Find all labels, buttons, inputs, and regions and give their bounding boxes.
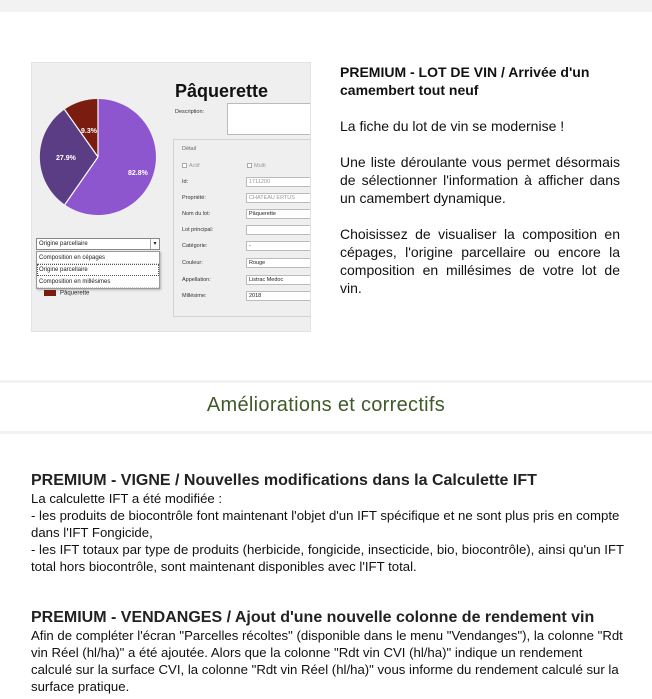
pie-label-second: 27.9% bbox=[56, 155, 76, 162]
improvement-item bbox=[31, 609, 626, 695]
section-heading: Améliorations et correctifs bbox=[206, 394, 446, 416]
field-value[interactable]: Rouge bbox=[246, 258, 311, 268]
field-value[interactable] bbox=[246, 225, 311, 235]
field-label: Couleur: bbox=[182, 260, 203, 266]
field-value[interactable]: 2018 bbox=[246, 291, 311, 301]
description-field[interactable] bbox=[227, 103, 311, 135]
field-label: Catégorie: bbox=[182, 243, 208, 249]
field-label: Id: bbox=[182, 179, 189, 185]
item-title: PREMIUM - VENDANGES / Ajout d'une nouvelle colonne de rendement vin bbox=[31, 609, 595, 626]
field-value[interactable]: CHATEAU ERTUS bbox=[246, 193, 311, 203]
dropdown-option[interactable]: Composition en millésimes bbox=[37, 276, 159, 288]
pie-legend bbox=[44, 290, 89, 297]
feature-card bbox=[0, 12, 652, 380]
field-label: Lot principal: bbox=[182, 227, 214, 233]
field-value[interactable]: - bbox=[246, 241, 311, 251]
lot-name-heading: Pâquerette bbox=[175, 81, 269, 101]
chevron-down-icon[interactable]: ▾ bbox=[150, 239, 159, 249]
dropdown-selected-value: Origine parcellaire bbox=[39, 241, 88, 247]
feature-screenshot bbox=[31, 62, 311, 332]
feature-paragraph: Choisissez de visualiser la composition en cépages, l'origine parcellaire ou encore la composition en millésimes de votre lot de vin. bbox=[340, 226, 620, 296]
feature-text bbox=[340, 63, 620, 315]
improvement-item bbox=[31, 472, 626, 575]
actif-checkbox[interactable]: Actif bbox=[182, 163, 200, 169]
item-line: - les IFT totaux par type de produits (herbicide, fongicide, insecticide, bio, biocontrôle), ainsi qu'un IFT total hors biocontrôle, sont maintenant disponibles avec l'IFT total. bbox=[31, 542, 624, 574]
item-line: - les produits de biocontrôle font maintenant l'objet d'un IFT spécifique et ne sont plus pris en compte dans l'IFT Fongicide, bbox=[31, 508, 620, 540]
description-label: Description: bbox=[175, 109, 205, 115]
section-heading-card bbox=[0, 383, 652, 431]
field-value[interactable]: Listrac Medoc bbox=[246, 275, 311, 285]
pie-source-dropdown[interactable] bbox=[36, 238, 160, 250]
detail-section-label: Détail bbox=[182, 146, 197, 152]
item-line: La calculette IFT a été modifiée : bbox=[31, 491, 223, 506]
feature-paragraph: Une liste déroulante vous permet désormais de sélectionner l'information à afficher dans un camembert dynamique. bbox=[340, 154, 620, 206]
field-label: Nom du lot: bbox=[182, 211, 211, 217]
item-line: Afin de compléter l'écran "Parcelles récoltes" (disponible dans le menu "Vendanges"), la colonne "Rdt vin Réel (hl/ha)" a été ajoutée. Alors que la colonne "Rdt vin CVI (hl/ha)" indique un rendement calculé sur la surface CVI, la colonne "Rdt vin Réel (hl/ha)" vous informe du rendement calculé sur la surface pratique. bbox=[31, 628, 623, 694]
field-value[interactable]: 1711200 bbox=[246, 177, 311, 187]
pie-label-main: 82.8% bbox=[128, 170, 148, 177]
field-label: Millésime: bbox=[182, 293, 207, 299]
field-value[interactable]: Pâquerette bbox=[246, 209, 311, 219]
pie-label-third: 9.3% bbox=[81, 128, 97, 135]
feature-title: PREMIUM - LOT DE VIN / Arrivée d'un camembert tout neuf bbox=[340, 64, 590, 98]
field-label: Propriété: bbox=[182, 195, 206, 201]
multi-checkbox[interactable]: Multi bbox=[247, 163, 266, 169]
item-title: PREMIUM - VIGNE / Nouvelles modifications dans la Calculette IFT bbox=[31, 472, 537, 489]
feature-paragraph: La fiche du lot de vin se modernise ! bbox=[340, 118, 565, 134]
legend-label: Pâquerette bbox=[60, 290, 90, 297]
legend-swatch bbox=[44, 290, 56, 296]
dropdown-options-list bbox=[36, 251, 160, 289]
dropdown-option[interactable]: Composition en cépages bbox=[37, 252, 159, 264]
field-label: Appellation: bbox=[182, 277, 211, 283]
dropdown-option[interactable]: Origine parcellaire bbox=[37, 264, 159, 276]
improvements-card bbox=[0, 434, 652, 699]
